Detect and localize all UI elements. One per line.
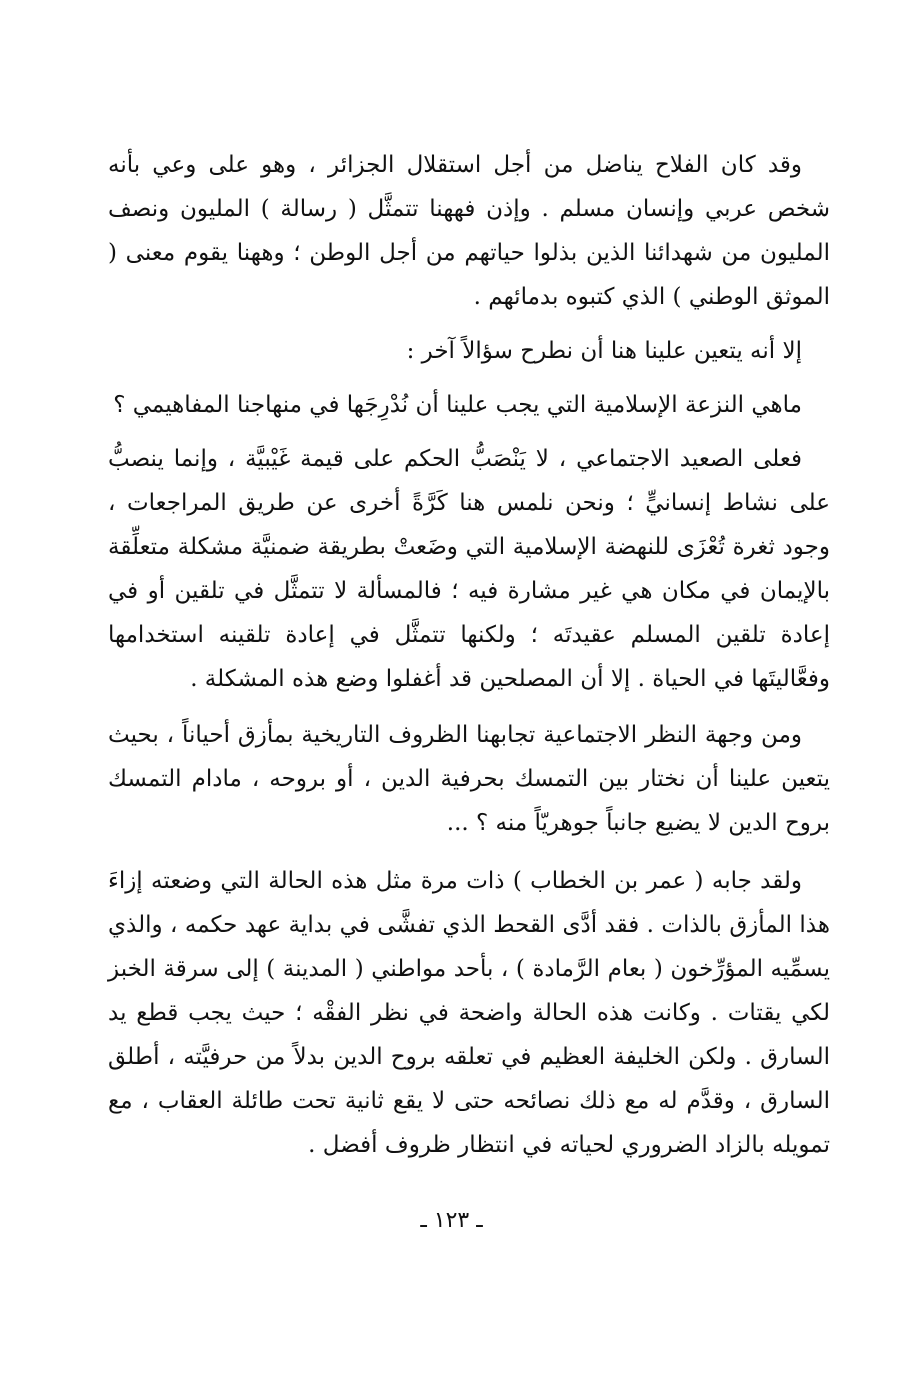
paragraph-5: ومن وجهة النظر الاجتماعية تجابهنا الظروف التاريخية بمأزق أحياناً ، بحيث يتعين علينا أن نختار بين التمسك بحرفية الدين ، أو بروحه ، مادام التمسك بروح الدين لا يضيع جانباً جوهريّاً منه ؟ ... [108, 722, 830, 836]
page-number: ـ ١٢٣ ـ [420, 1208, 483, 1233]
paragraph-1: وقد كان الفلاح يناضل من أجل استقلال الجزائر ، وهو على وعي بأنه شخص عربي وإنسان مسلم . وإذن فههنا تتمثَّل ( رسالة ) المليون ونصف المليون من شهدائنا الذين بذلوا حياتهم من أجل الوطن ؛ وههنا يقوم معنى ( الموثق الوطني ) الذي كتبوه بدمائهم . [108, 152, 830, 310]
paragraph-4: فعلى الصعيد الاجتماعي ، لا يَنْصَبُّ الحكم على قيمة غَيْبيَّة ، وإنما ينصبُّ على نشاط إنسانيٍّ ؛ ونحن نلمس هنا كَرَّةً أخرى عن طريق المراجعات ، وجود ثغرة تُعْزَى للنهضة الإسلامية التي وضَعتْ بطريقة ضمنيَّة مشكلة متعلِّقة بالإيمان في مكان هي غير مشارة فيه ؛ فالمسألة لا تتمثَّل في تلقين أو في إعادة تلقين المسلم عقيدتَه ؛ ولكنها تتمثَّل في إعادة تلقينه استخدامها وفعَّاليتَها في الحياة . إلا أن المصلحين قد أغفلوا وضع هذه المشكلة . [108, 446, 830, 692]
paragraph-3: ماهي النزعة الإسلامية التي يجب علينا أن نُدْرِجَها في منهاجنا المفاهيمي ؟ [113, 392, 802, 418]
page-body [108, 143, 830, 1167]
paragraph-6: ولقد جابه ( عمر بن الخطاب ) ذات مرة مثل هذه الحالة التي وضعته إزاءَ هذا المأزق بالذات . فقد أدَّى القحط الذي تفشَّى في بداية عهد حكمه ، والذي يسمِّيه المؤرِّخون ( بعام الرَّمادة ) ، بأحد مواطني ( المدينة ) إلى سرقة الخبز لكي يقتات . وكانت هذه الحالة واضحة في نظر الفقْه ؛ حيث يجب قطع يد السارق . ولكن الخليفة العظيم في تعلقه بروح الدين بدلاً من حرفيَّته ، أطلق السارق ، وقدَّم له مع ذلك نصائحه حتى لا يقع ثانية تحت طائلة العقاب ، مع تمويله بالزاد الضروري لحياته في انتظار ظروف أفضل . [108, 868, 830, 1158]
paragraph-2: إلا أنه يتعين علينا هنا أن نطرح سؤالاً آخر : [406, 338, 802, 364]
